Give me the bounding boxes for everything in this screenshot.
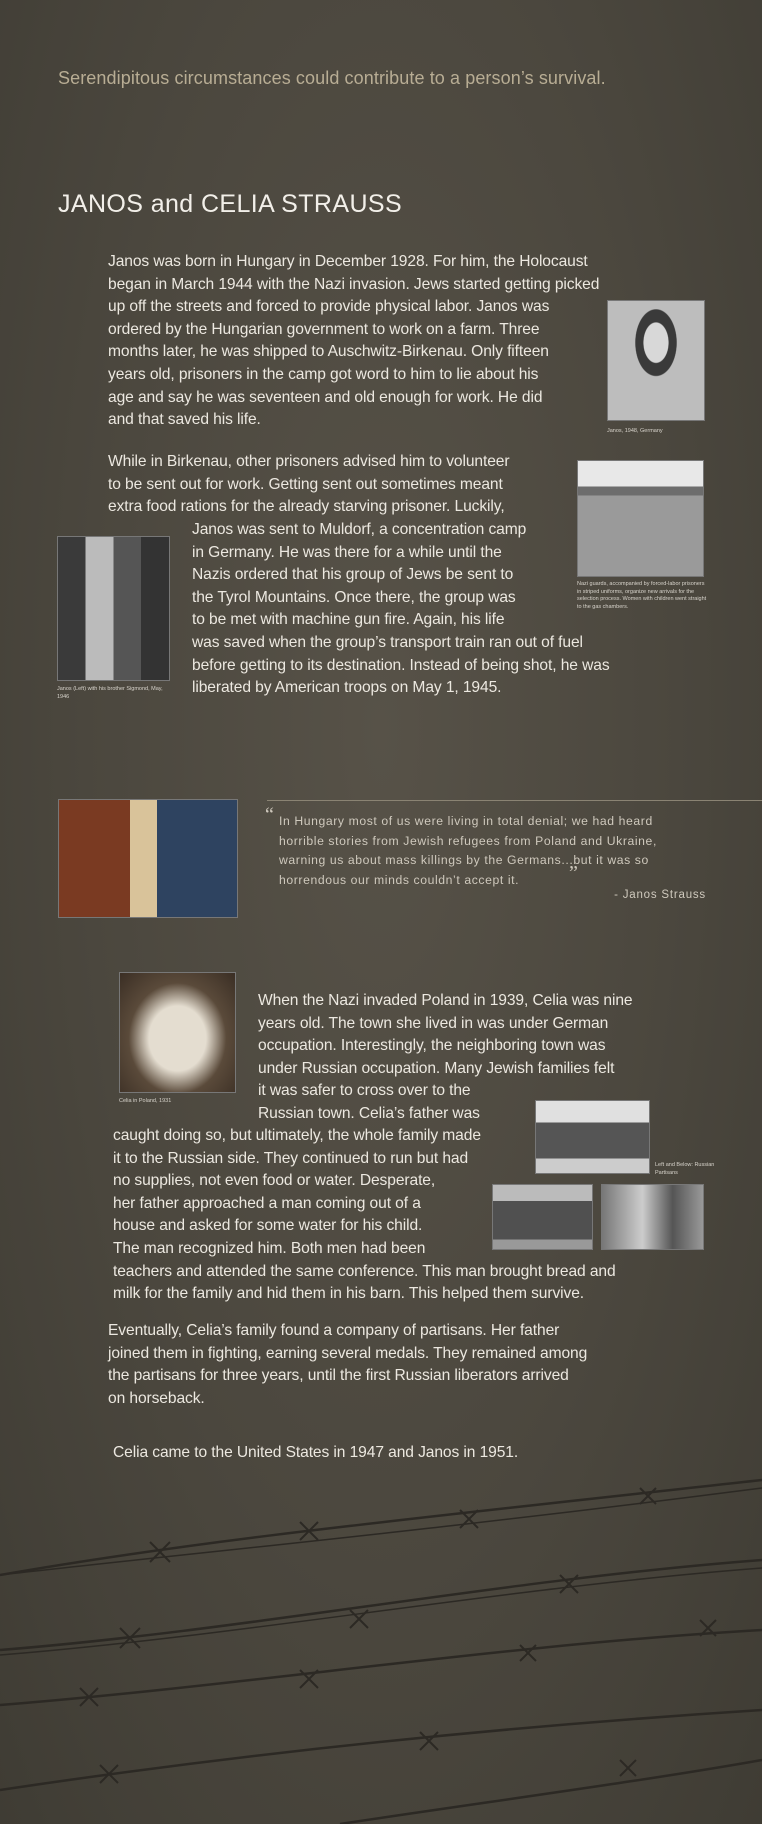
wire <box>0 1560 762 1650</box>
wire <box>340 1760 762 1824</box>
text-line: was saved when the group’s transport train ran out of fuel <box>192 633 583 651</box>
janos-paragraph-2a <box>108 451 578 519</box>
caption-celia-1931: Celia in Poland, 1931 <box>119 1098 172 1104</box>
photo-janos-1948 <box>607 300 705 421</box>
wire <box>0 1630 762 1705</box>
text-line: to be met with machine gun fire. Again, his life <box>192 611 505 629</box>
tagline: Serendipitous circumstances could contribute to a person’s survival. <box>58 68 606 88</box>
text-line: on horseback. <box>108 1389 205 1407</box>
text-line: When the Nazi invaded Poland in 1939, Celia was nine <box>258 992 633 1009</box>
wire <box>0 1480 762 1575</box>
text-line: In Hungary most of us were living in total denial; we had heard <box>279 814 653 828</box>
photo-partisans-2 <box>492 1184 593 1250</box>
text-line: under Russian occupation. Many Jewish families felt <box>258 1059 615 1077</box>
barbed-wire-illustration <box>0 1460 762 1824</box>
text-line: joined them in fighting, earning several medals. They remained among <box>108 1344 588 1362</box>
text-line: house and asked for some water for his child. <box>113 1217 423 1235</box>
wire <box>0 1568 762 1655</box>
text-line: and that saved his life. <box>108 411 261 429</box>
text-line: her father approached a man coming out of a <box>113 1194 421 1212</box>
text-line: Nazis ordered that his group of Jews be sent to <box>192 566 514 584</box>
text-line: extra food rations for the already starving prisoner. Luckily, <box>108 498 505 516</box>
text-line: no supplies, not even food or water. Desperate, <box>113 1172 436 1190</box>
text-line: the partisans for three years, until the first Russian liberators arrived <box>108 1367 569 1385</box>
caption-brothers: Janos (Left) with his brother Sigmond, May, 1946 <box>57 686 163 700</box>
text-line: Russian town. Celia’s father was <box>258 1104 480 1122</box>
caption-janos-1948: Janos, 1948, Germany <box>607 428 663 434</box>
text-line: it was safer to cross over to the <box>258 1082 471 1100</box>
photo-partisans-1 <box>535 1100 650 1174</box>
text-line: Janos was sent to Muldorf, a concentration camp <box>192 521 527 538</box>
text-line: age and say he was seventeen and old enough for work. He did <box>108 388 543 406</box>
text-line: caught doing so, but ultimately, the whole family made <box>113 1127 481 1144</box>
caption-partisans: Left and Below: Russian Partisans <box>655 1162 715 1176</box>
text-line: Eventually, Celia’s family found a company of partisans. Her father <box>108 1322 560 1339</box>
text-line: Janos was born in Hungary in December 1928. For him, the Holocaust <box>108 253 588 270</box>
quote-text <box>279 812 719 890</box>
quote-attribution: - Janos Strauss <box>614 889 706 901</box>
text-line: While in Birkenau, other prisoners advised him to volunteer <box>108 453 510 470</box>
text-line: before getting to its destination. Instead of being shot, he was <box>192 656 610 674</box>
text-line: ordered by the Hungarian government to work on a farm. Three <box>108 320 540 338</box>
text-line: horrible stories from Jewish refugees from Poland and Ukraine, <box>279 833 657 848</box>
text-line: horrendous our minds couldn’t accept it. <box>279 872 520 887</box>
page-title: JANOS and CELIA STRAUSS <box>58 190 403 218</box>
closing-line: Celia came to the United States in 1947 and Janos in 1951. <box>113 1444 519 1461</box>
photo-celia-1931 <box>119 972 236 1093</box>
text-line: months later, he was shipped to Auschwitz-Birkenau. Only fifteen <box>108 343 549 361</box>
text-line: liberated by American troops on May 1, 1945. <box>192 679 502 697</box>
text-line: years old. The town she lived in was under German <box>258 1014 609 1032</box>
text-line: in Germany. He was there for a while until the <box>192 543 502 561</box>
photo-partisans-3 <box>601 1184 704 1250</box>
text-line: years old, prisoners in the camp got word to him to lie about his <box>108 365 539 383</box>
text-line: the Tyrol Mountains. Once there, the group was <box>192 588 516 606</box>
photo-janos-and-celia <box>58 799 238 918</box>
celia-paragraph-2 <box>108 1320 708 1410</box>
quote <box>265 804 719 890</box>
divider <box>267 800 762 801</box>
text-line: it to the Russian side. They continued to run but had <box>113 1149 469 1167</box>
text-line: milk for the family and hid them in his barn. This helped them survive. <box>113 1285 585 1303</box>
open-quote-mark: “ <box>265 804 275 826</box>
photo-janos-and-brother <box>57 536 170 681</box>
text-line: The man recognized him. Both men had been <box>113 1239 426 1257</box>
text-line: began in March 1944 with the Nazi invasion. Jews started getting picked <box>108 275 600 293</box>
photo-nazi-guards <box>577 460 704 577</box>
text-line: up off the streets and forced to provide physical labor. Janos was <box>108 298 550 316</box>
caption-nazi-guards: Nazi guards, accompanied by forced-labor prisoners in striped uniforms, organize new arrivals for the selection process. Women with children went straight to the gas chambers. <box>577 581 707 610</box>
close-quote-mark: ” <box>569 862 579 884</box>
wire <box>0 1488 762 1575</box>
text-line: warning us about mass killings by the Germans...but it was so <box>279 853 649 867</box>
text-line: occupation. Interestingly, the neighboring town was <box>258 1037 606 1055</box>
text-line: teachers and attended the same conference. This man brought bread and <box>113 1262 616 1280</box>
text-line: to be sent out for work. Getting sent out sometimes meant <box>108 475 503 493</box>
